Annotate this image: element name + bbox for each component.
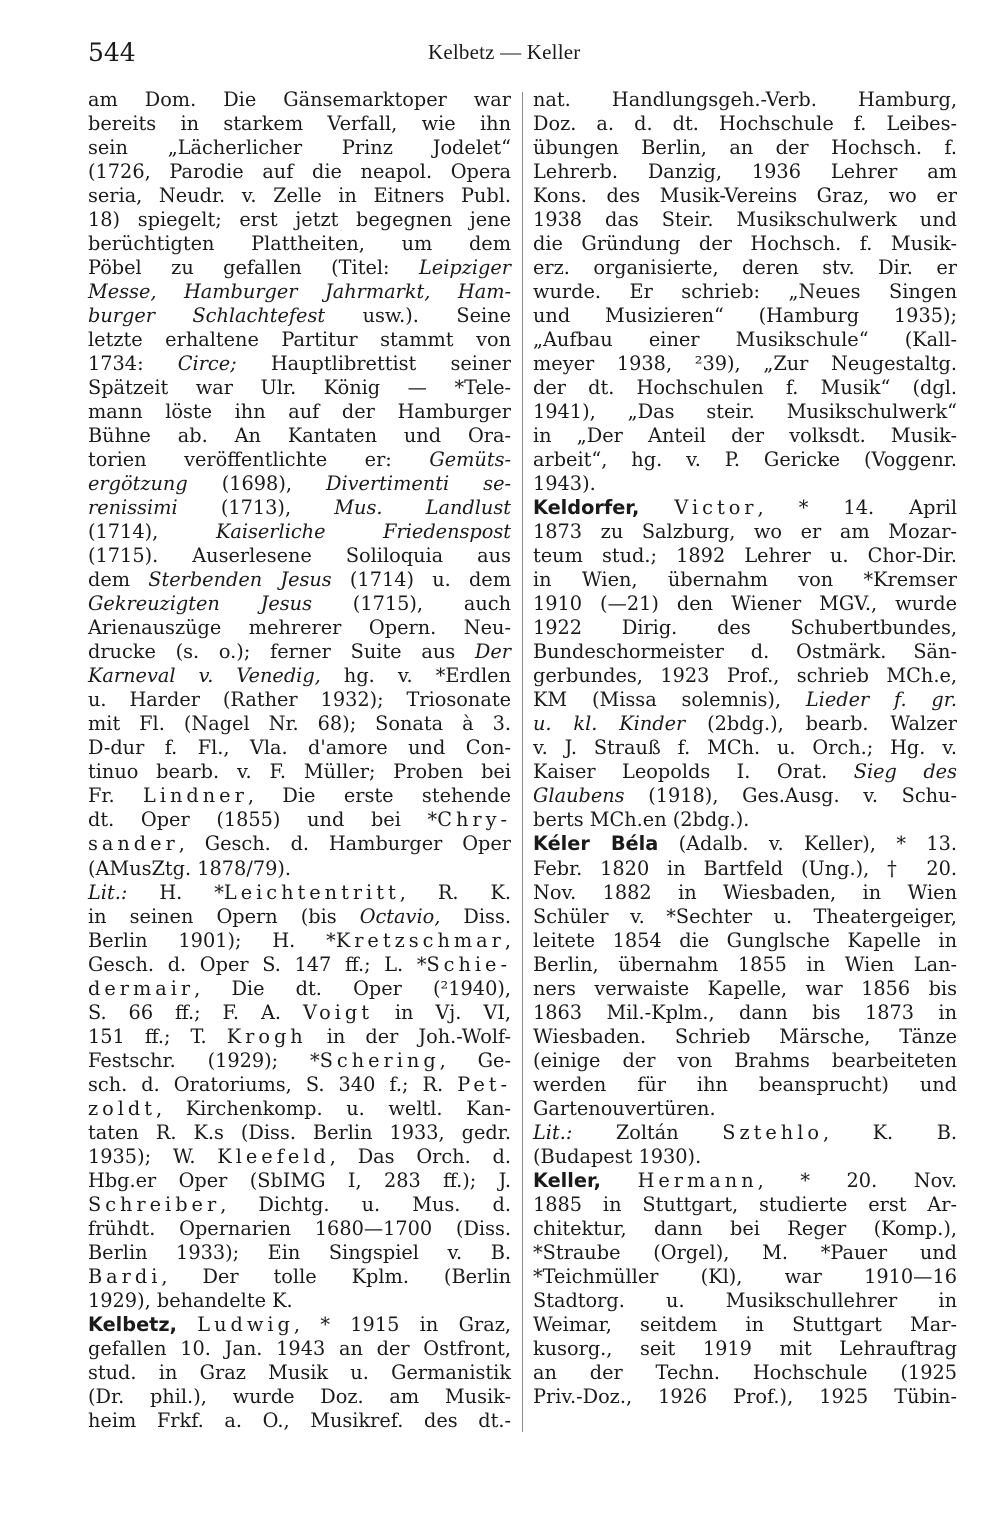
text-line: u. kl. Kinder (2bdg.), bearb. Walzer [533, 712, 958, 736]
text-line: 18) spiegelt; erst jetzt begegnen jene [88, 208, 511, 232]
text-line: Kons. des Musik-Vereins Graz, wo er [533, 184, 957, 208]
text-line: Fr. Lindner, Die erste stehende [88, 784, 511, 808]
text-line: mit Fl. (Nagel Nr. 68); Sonata à 3. [88, 712, 511, 736]
text-line: (Budapest 1930). [533, 1144, 702, 1168]
text-line: gerbundes, 1923 Prof., schrieb MCh.e, [533, 664, 957, 688]
text-line: dt. Oper (1855) und bei *Chry- [88, 808, 511, 832]
text-line: v. J. Strauß f. MCh. u. Orch.; Hg. v. [533, 736, 957, 760]
text-line: Berlin 1901); H. *Kretzschmar, [88, 928, 511, 952]
text-line: Febr. 1820 in Bartfeld (Ung.), † 20. [533, 856, 957, 880]
text-line: burger Schlachtefest usw.). Seine [88, 304, 511, 328]
text-line: (AMusZtg. 1878/79). [88, 856, 291, 880]
page-number: 544 [88, 38, 136, 67]
text-line: Kelbetz, Ludwig, * 1915 in Graz, [88, 1312, 512, 1336]
text-line: ergötzung (1698), Divertimenti se- [88, 472, 511, 496]
text-line: Festschr. (1929); *Schering, Ge- [88, 1048, 511, 1072]
text-line: Keldorfer, Victor, * 14. April [533, 496, 957, 520]
text-line: 1873 zu Salzburg, wo er am Mozar- [533, 520, 957, 544]
text-line: KM (Missa solemnis), Lieder f. gr. [533, 688, 957, 712]
text-line: drucke (s. o.); ferner Suite aus Der [88, 640, 511, 664]
text-line: Gesch. d. Oper S. 147 ff.; L. *Schie- [88, 952, 511, 976]
text-line: 1885 in Stuttgart, studierte erst Ar- [533, 1192, 957, 1216]
text-line: heim Frkf. a. O., Musikref. des dt.- [88, 1408, 511, 1432]
running-head: Kelbetz — Keller [428, 40, 581, 64]
text-line: wurde. Er schrieb: „Neues Singen [533, 280, 957, 304]
text-line: seria, Neudr. v. Zelle in Eitners Publ. [88, 184, 511, 208]
text-line: Kéler Béla (Adalb. v. Keller), * 13. [533, 832, 957, 856]
text-line: Doz. a. d. dt. Hochschule f. Leibes- [533, 112, 957, 136]
text-line: *Teichmüller (Kl), war 1910—16 [533, 1264, 957, 1288]
text-line: Schreiber, Dichtg. u. Mus. d. [88, 1192, 511, 1216]
page-header [88, 38, 944, 74]
text-line: Gartenouvertüren. [533, 1096, 716, 1120]
text-line: Bühne ab. An Kantaten und Ora- [88, 424, 511, 448]
text-line: werden für ihn beansprucht) und [533, 1072, 957, 1096]
text-line: der dt. Hochschulen f. Musik“ (dgl. [533, 376, 957, 400]
text-line: sein „Lächerlicher Prinz Jodelet“ [88, 136, 511, 160]
text-line: Spätzeit war Ulr. König — *Tele- [88, 376, 511, 400]
text-line: meyer 1938, ²39), „Zur Neugestaltg. [533, 352, 957, 376]
text-line: Lit.: Zoltán Sztehlo, K. B. [533, 1120, 957, 1144]
text-line: Wiesbaden. Schrieb Märsche, Tänze [533, 1024, 957, 1048]
text-line: dem Sterbenden Jesus (1714) u. dem [88, 568, 511, 592]
text-line: D-dur f. Fl., Vla. d'amore und Con- [88, 736, 511, 760]
text-line: 1941), „Das steir. Musikschulwerk“ [533, 400, 957, 424]
text-line: Messe, Hamburger Jahrmarkt, Ham- [88, 280, 511, 304]
text-line: berüchtigten Plattheiten, um dem [88, 232, 511, 256]
text-line: Priv.-Doz., 1926 Prof.), 1925 Tübin- [533, 1384, 957, 1408]
text-line: Kaiser Leopolds I. Orat. Sieg des [533, 760, 957, 784]
text-line: 1922 Dirig. des Schubertbundes, [533, 616, 957, 640]
text-line: Bardi, Der tolle Kplm. (Berlin [88, 1264, 511, 1288]
text-line: dermair, Die dt. Oper (²1940), [88, 976, 511, 1000]
right-text-column [533, 88, 957, 1409]
text-line: die Gründung der Hochsch. f. Musik- [533, 232, 957, 256]
text-line: chitektur, dann bei Reger (Komp.), [533, 1216, 957, 1240]
text-line: Hbg.er Oper (SbIMG I, 283 ff.); J. [88, 1168, 511, 1192]
text-line: (1714), Kaiserliche Friedenspost [88, 520, 512, 544]
text-line: torien veröffentlichte er: Gemüts- [88, 448, 511, 472]
text-line: taten R. K.s (Diss. Berlin 1933, gedr. [88, 1120, 511, 1144]
text-line: 1734: Circe; Hauptlibrettist seiner [88, 352, 511, 376]
text-line: teum stud.; 1892 Lehrer u. Chor-Dir. [533, 544, 957, 568]
text-line: ners verwaiste Kapelle, war 1856 bis [533, 976, 957, 1000]
text-line: Bundeschormeister d. Ostmärk. Sän- [533, 640, 957, 664]
text-line: S. 66 ff.; F. A. Voigt in Vj. VI, [88, 1000, 511, 1024]
text-line: Lehrerb. Danzig, 1936 Lehrer am [533, 160, 957, 184]
text-line: nat. Handlungsgeh.-Verb. Hamburg, [533, 88, 957, 111]
text-line: an der Techn. Hochschule (1925 [533, 1360, 957, 1384]
text-line: bereits in starkem Verfall, wie ihn [88, 112, 511, 136]
left-text-column [88, 88, 511, 1433]
text-line: am Dom. Die Gänsemarktoper war [88, 88, 511, 111]
text-line: mann löste ihn auf der Hamburger [88, 400, 511, 424]
text-line: sch. d. Oratoriums, S. 340 f.; R. Pet- [88, 1072, 511, 1096]
text-line: *Straube (Orgel), M. *Pauer und [533, 1240, 957, 1264]
text-line: u. Harder (Rather 1932); Triosonate [88, 688, 511, 712]
text-line: Nov. 1882 in Wiesbaden, in Wien [533, 880, 957, 904]
text-line: 151 ff.; T. Krogh in der Joh.-Wolf- [88, 1024, 511, 1048]
text-line: 1929), behandelte K. [88, 1288, 293, 1312]
text-line: Lit.: H. *Leichtentritt, R. K. [88, 880, 511, 904]
text-line: renissimi (1713), Mus. Landlust [88, 496, 511, 520]
text-line: gefallen 10. Jan. 1943 an der Ostfront, [88, 1336, 511, 1360]
text-line: (einige der von Brahms bearbeiteten [533, 1048, 957, 1072]
text-line: in „Der Anteil der volksdt. Musik- [533, 424, 957, 448]
text-line: tinuo bearb. v. F. Müller; Proben bei [88, 760, 511, 784]
text-line: stud. in Graz Musik u. Germanistik [88, 1360, 511, 1384]
text-line: Keller, Hermann, * 20. Nov. [533, 1168, 957, 1192]
text-line: kusorg., seit 1919 mit Lehrauftrag [533, 1336, 957, 1360]
text-line: erz. organisierte, deren stv. Dir. er [533, 256, 957, 280]
text-line: Schüler v. *Sechter u. Theatergeiger, [533, 904, 957, 928]
text-line: zoldt, Kirchenkomp. u. weltl. Kan- [88, 1096, 511, 1120]
text-line: (1726, Parodie auf die neapol. Opera [88, 160, 511, 184]
text-line: Arienauszüge mehrerer Opern. Neu- [88, 616, 511, 640]
text-line: frühdt. Opernarien 1680—1700 (Diss. [88, 1216, 511, 1240]
text-line: Pöbel zu gefallen (Titel: Leipziger [88, 256, 511, 280]
text-line: (1715). Auserlesene Soliloquia aus [88, 544, 511, 568]
text-line: 1935); W. Kleefeld, Das Orch. d. [88, 1144, 511, 1168]
text-line: arbeit“, hg. v. P. Gericke (Voggenr. [533, 448, 957, 472]
text-line: Glaubens (1918), Ges.Ausg. v. Schu- [533, 784, 957, 808]
text-line: letzte erhaltene Partitur stammt von [88, 328, 511, 352]
text-line: 1938 das Steir. Musikschulwerk und [533, 208, 957, 232]
text-line: in Wien, übernahm von *Kremser [533, 568, 957, 592]
text-line: sander, Gesch. d. Hamburger Oper [88, 832, 511, 856]
text-line: 1943). [533, 472, 596, 496]
text-line: und Musizieren“ (Hamburg 1935); [533, 304, 957, 328]
text-line: Berlin, übernahm 1855 in Wien Lan- [533, 952, 957, 976]
text-line: (Dr. phil.), wurde Doz. am Musik- [88, 1384, 511, 1408]
text-line: Weimar, seitdem in Stuttgart Mar- [533, 1312, 957, 1336]
text-line: berts MCh.en (2bdg.). [533, 808, 750, 832]
text-line: „Aufbau einer Musikschule“ (Kall- [533, 328, 957, 352]
text-line: 1863 Mil.-Kplm., dann bis 1873 in [533, 1000, 957, 1024]
text-line: übungen Berlin, an der Hochsch. f. [533, 136, 957, 160]
text-line: Karneval v. Venedig, hg. v. *Erdlen [88, 664, 511, 688]
column-divider [522, 92, 523, 1432]
text-line: 1910 (—21) den Wiener MGV., wurde [533, 592, 957, 616]
text-line: in seinen Opern (bis Octavio, Diss. [88, 904, 511, 928]
text-line: Berlin 1933); Ein Singspiel v. B. [88, 1240, 511, 1264]
text-line: leitete 1854 die Gunglsche Kapelle in [533, 928, 957, 952]
text-line: Stadtorg. u. Musikschullehrer in [533, 1288, 957, 1312]
text-line: Gekreuzigten Jesus (1715), auch [88, 592, 511, 616]
